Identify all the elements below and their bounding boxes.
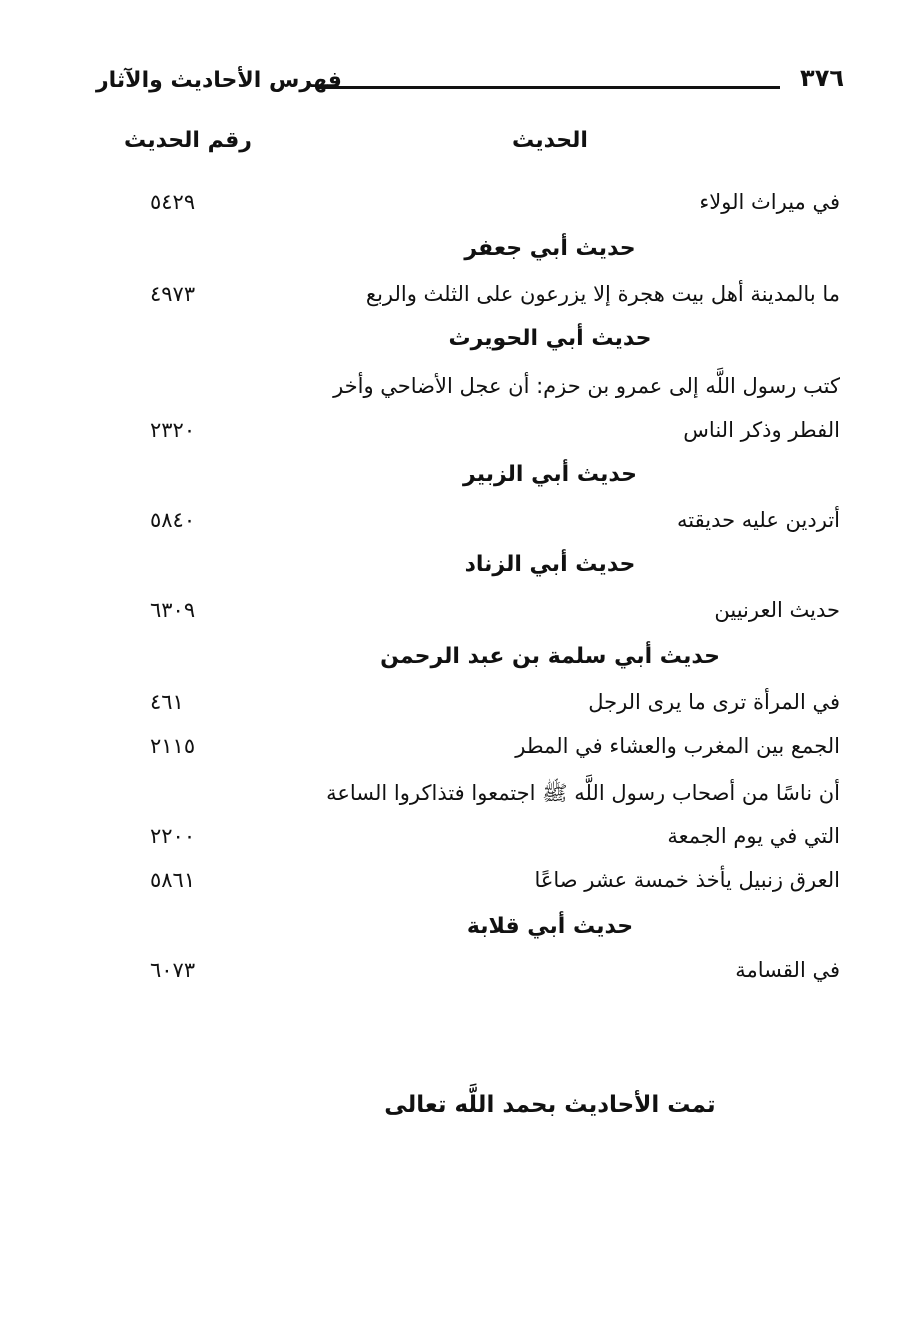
index-row (120, 824, 840, 868)
index-row (120, 282, 840, 326)
section-heading: حديث أبي الزناد (464, 552, 636, 577)
hadith-text: الجمع بين المغرب والعشاء في المطر (515, 734, 840, 758)
hadith-text: حديث العرنيين (714, 598, 840, 622)
hadith-number: ٥٤٢٩ (150, 190, 196, 214)
hadith-text: في المرأة ترى ما يرى الرجل (588, 690, 840, 714)
section-heading: حديث أبي جعفر (464, 236, 636, 261)
running-title: فهرس الأحاديث والآثار (96, 68, 342, 93)
column-header-hadith: الحديث (512, 128, 588, 153)
header-rule (318, 86, 780, 89)
index-row (120, 734, 840, 778)
section-heading: حديث أبي الحويرث (448, 326, 652, 351)
hadith-text: في القسامة (735, 958, 840, 982)
hadith-text: في ميراث الولاء (699, 190, 840, 214)
hadith-number: ٢١١٥ (150, 734, 196, 758)
hadith-text: أتردين عليه حديقته (677, 508, 840, 532)
section-heading: حديث أبي قلابة (466, 914, 634, 939)
index-row (120, 598, 840, 642)
hadith-text: التي في يوم الجمعة (667, 824, 840, 848)
hadith-text: الفطر وذكر الناس (683, 418, 840, 442)
section-heading: حديث أبي سلمة بن عبد الرحمن (380, 644, 720, 669)
hadith-number: ٢٣٢٠ (150, 418, 196, 442)
section-heading: حديث أبي الزبير (463, 462, 637, 487)
index-row (120, 690, 840, 734)
hadith-text: ما بالمدينة أهل بيت هجرة إلا يزرعون على الثلث والربع (365, 282, 840, 306)
hadith-number: ٤٦١ (150, 690, 184, 714)
closing-note: تمت الأحاديث بحمد اللَّه تعالى (384, 1092, 716, 1118)
hadith-number: ٥٨٤٠ (150, 508, 196, 532)
index-row (120, 190, 840, 234)
hadith-text: كتب رسول اللَّه إلى عمرو بن حزم: أن عجل الأضاحي وأخر (333, 374, 840, 398)
hadith-number: ٢٢٠٠ (150, 824, 196, 848)
hadith-number: ٥٨٦١ (150, 868, 196, 892)
index-row (120, 780, 840, 824)
page-header (96, 64, 844, 104)
index-row (120, 868, 840, 912)
page-number: ٣٧٦ (800, 64, 844, 92)
index-row (120, 374, 840, 418)
hadith-number: ٦٠٧٣ (150, 958, 196, 982)
hadith-text: العرق زنبيل يأخذ خمسة عشر صاعًا (534, 868, 840, 892)
hadith-text: أن ناسًا من أصحاب رسول اللَّه ﷺ اجتمعوا فتذاكروا الساعة (326, 781, 840, 805)
hadith-number: ٤٩٧٣ (150, 282, 196, 306)
column-header-number: رقم الحديث (124, 128, 252, 153)
index-row (120, 958, 840, 1002)
index-row (120, 418, 840, 462)
index-row (120, 508, 840, 552)
hadith-number: ٦٣٠٩ (150, 598, 196, 622)
